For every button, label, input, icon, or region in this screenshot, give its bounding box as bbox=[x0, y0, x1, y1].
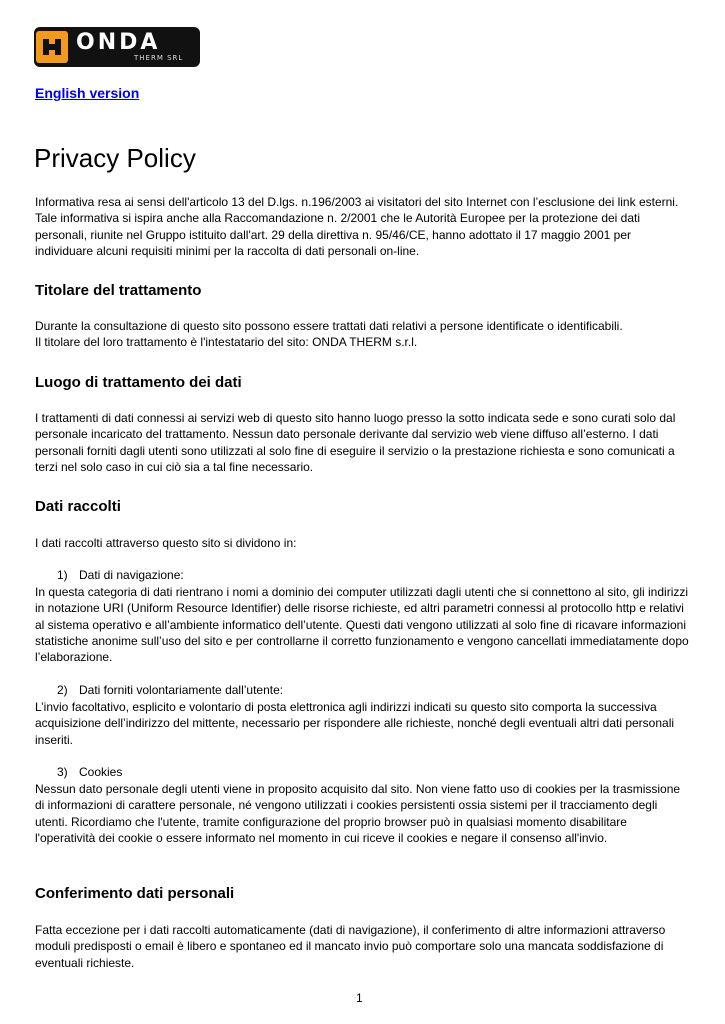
conferimento-paragraph: Fatta eccezione per i dati raccolti automaticamente (dati di navigazione), il conferimento di altre informazioni attraverso moduli predisposti o email è libero e spontaneo ed il mancato invio può comportare solo una mancata soddisfazione di eventuali richieste. bbox=[35, 923, 666, 970]
logo-subtitle: THERM SRL bbox=[134, 54, 184, 62]
list-number: 1) bbox=[57, 568, 68, 582]
titolare-line-1: Durante la consultazione di questo sito possono essere trattati dati relativi a persone identificate o identificabili. bbox=[35, 319, 623, 333]
luogo-paragraph: I trattamenti di dati connessi ai servizi web di questo sito hanno luogo presso la sotto indicata sede e sono curati solo dal personale incaricato del trattamento. Nessun dato personale derivante dal servizio web viene diffuso all’esterno. I dati personali forniti dagli utenti sono utilizzati al solo fine di eseguire il servizio o la prestazione richiesta e sono comunicati a terzi nel solo caso in cui ciò sia a tal fine necessario. bbox=[35, 411, 676, 474]
company-logo bbox=[34, 27, 200, 67]
list-label: Cookies bbox=[79, 765, 123, 779]
list-item-navigazione bbox=[57, 568, 184, 582]
heading-dati-raccolti: Dati raccolti bbox=[35, 498, 121, 515]
logo-name: ONDA bbox=[76, 30, 161, 55]
list-number: 3) bbox=[57, 765, 68, 779]
list-label: Dati forniti volontariamente dall’utente: bbox=[79, 683, 284, 697]
navigazione-paragraph: In questa categoria di dati rientrano i nomi a dominio dei computer utilizzati dagli utenti che si connettono al sito, gli indirizzi in notazione URI (Uniform Resource Identifier) delle risorse richieste, ed altri parametri connessi al protocollo http e relativi al sistema operativo e all’ambiente informatico dell’utente. Questi dati vengono utilizzati al solo fine di ricavare informazioni statistiche anonime sull’uso del sito e per controllarne il corretto funzionamento e vengono cancellati immediatamente dopo l’elaborazione. bbox=[35, 585, 689, 665]
english-version-link[interactable]: English version bbox=[35, 85, 140, 101]
page-title: Privacy Policy bbox=[34, 143, 196, 173]
list-item-cookies bbox=[57, 765, 122, 779]
page-number: 1 bbox=[356, 991, 363, 1005]
list-item-dati-forniti bbox=[57, 683, 283, 697]
dati-forniti-paragraph: L’invio facoltativo, esplicito e volontario di posta elettronica agli indirizzi indicati su questo sito comporta la successiva acquisizione dell’indirizzo del mittente, necessario per rispondere alle richieste, nonché degli eventuali altri dati personali inseriti. bbox=[35, 700, 675, 747]
cookies-paragraph: Nessun dato personale degli utenti viene in proposito acquisito dal sito. Non viene fatto uso di cookies per la trasmissione di informazioni di carattere personale, né vengono utilizzati i cookies persistenti ossia sistemi per il tracciamento degli utenti. Ricordiamo che l'utente, tramite configurazione del proprio browser può in qualsiasi momento disabilitare l'operatività dei cookie o essere informato nel momento in cui riceve il cookies e negare il consenso all'invio. bbox=[35, 782, 681, 845]
heading-conferimento: Conferimento dati personali bbox=[35, 885, 235, 902]
heading-titolare: Titolare del trattamento bbox=[35, 282, 202, 299]
list-number: 2) bbox=[57, 683, 68, 697]
titolare-line-2: Il titolare del loro trattamento è l'intestatario del sito: ONDA THERM s.r.l. bbox=[35, 335, 418, 349]
list-label: Dati di navigazione: bbox=[79, 568, 184, 582]
dati-raccolti-intro: I dati raccolti attraverso questo sito si dividono in: bbox=[35, 536, 297, 550]
logo-h-icon bbox=[36, 31, 68, 63]
intro-paragraph: Informativa resa ai sensi dell'articolo 13 del D.lgs. n.196/2003 ai visitatori del sito Internet con l’esclusione dei link esterni. Tale informativa si ispira anche alla Raccomandazione n. 2/2001 che le Autorità Europee per la protezione dei dati personali, riunite nel Gruppo istituito dall'art. 29 della direttiva n. 95/46/CE, hanno adottato il 17 maggio 2001 per individuare alcuni requisiti minimi per la raccolta di dati personali on-line. bbox=[35, 195, 679, 258]
heading-luogo: Luogo di trattamento dei dati bbox=[35, 374, 242, 391]
